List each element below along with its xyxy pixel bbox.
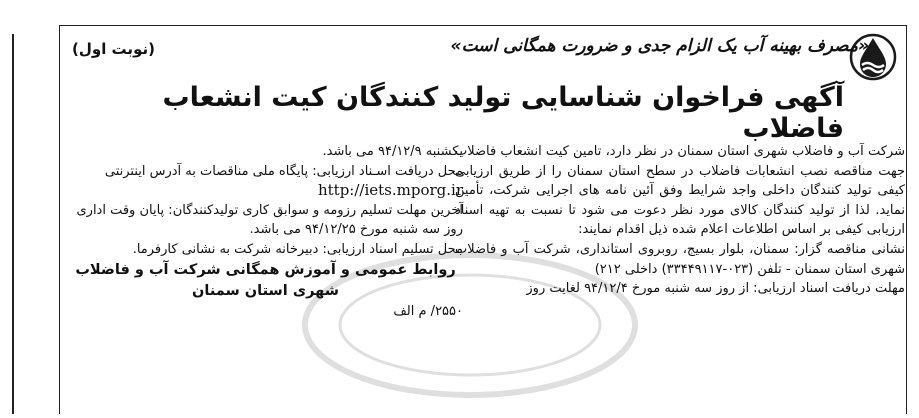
deadline-end-paragraph: یکشنبه ۹۴/۱۲/۹ می باشد. [322, 144, 463, 159]
page-title: آگهی فراخوان شناسایی تولید کنندگان کیت انشعاب فاضلاب [162, 82, 844, 144]
signature-line-2: شهری استان سمنان [192, 282, 339, 299]
intro-paragraph: شرکت آب و فاضلاب شهری استان سمنان در نظر دارد، تامین کیت انشعاب فاضلاب جهت مناقصه نصب انشعابات فاضلاب در سطح استان سمنان را از طریق ارزیابی کیفی تولید کنندگان داخلی واجد شرایط وفق آئین نامه های اجرایی شرکت، تأمین نماید. لذا از تولید کنندگان کالای مورد نظر دعوت می شود تا نسبت به تهیه اسناد ارزیابی کیفی بر اساس اطلاعات اعلام شده ذیل اقدام نمایند: [455, 144, 905, 238]
submission-location-paragraph: محل تسلیم اسناد ارزیابی: دبیرخانه شرکت به نشانی کارفرما. [132, 241, 463, 257]
column-divider [12, 34, 14, 414]
signature-line-1: روابط عمومی و آموزش همگانی شرکت آب و فاضلاب [75, 261, 456, 278]
tender-url-link[interactable]: http://iets.mporg.ir [317, 181, 463, 200]
slogan: «مصرف بهینه آب یک الزام جدی و ضرورت همگانی است» [450, 36, 869, 56]
deadline-start-paragraph: مهلت دریافت اسناد ارزیابی: از روز سه شنبه مورخ ۹۴/۱۲/۴ لغایت روز [526, 281, 905, 297]
right-column [455, 142, 905, 299]
document-location-paragraph: محل دریافت اسـناد ارزیابی: پایگاه ملی مناقصات به آدرس اینترنتی [104, 163, 463, 179]
ad-code: ۲۵۵۰/ م الف [393, 303, 463, 319]
submission-deadline-paragraph: آخرین مهلت تسلیم رزومه و سوابق کاری تولیدکنندگان: پایان وقت اداری روز سه شنبه مورخ ۹۴/۱۲/۲۵ می باشد. [76, 202, 463, 238]
round-label: (نوبت اول) [72, 40, 155, 58]
address-paragraph: نشانی مناقصه گزار: سمنان، بلوار بسیج، روبروی استانداری، شرکت آب و فاضلاب شهری استان سمنان - تلفن (۰۲۳-۳۳۴۴۹۱۱۷) داخلی ۲۱۲) [455, 241, 905, 277]
left-column [68, 142, 463, 321]
